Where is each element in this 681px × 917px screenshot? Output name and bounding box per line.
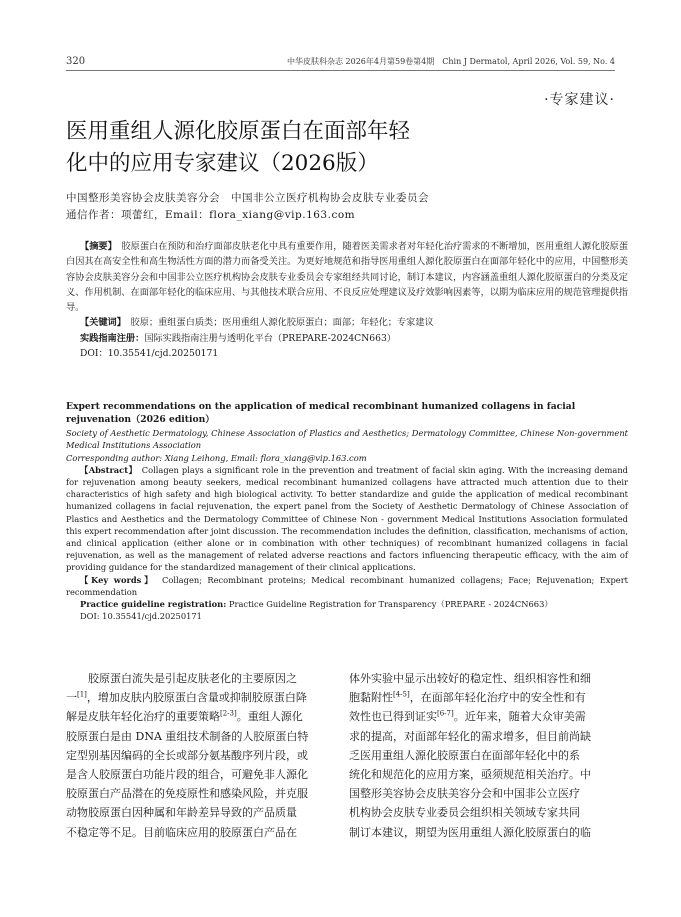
citation-superscript: [2-3] xyxy=(220,709,237,718)
body-text: 。重组人源化 xyxy=(236,710,303,724)
abstract-en-label: 【Abstract】 xyxy=(80,464,134,475)
body-text: 制订本建议，期望为医用重组人源化胶原蛋白的临 xyxy=(349,825,591,839)
body-text: 乏医用重组人源化胶原蛋白在面部年轻化中的系 xyxy=(349,748,580,762)
body-line xyxy=(66,803,316,822)
body-text: 胞黏附性 xyxy=(349,691,393,705)
body-line xyxy=(349,688,599,707)
body-line xyxy=(66,746,316,765)
body-text: 动物胶原蛋白因种属和年龄差异导致的产品质量 xyxy=(66,806,297,820)
citation-superscript: [6-7] xyxy=(437,709,454,718)
chinese-abstract xyxy=(66,239,628,361)
body-text: 是含人胶原蛋白功能片段的组合，可避免非人源化 xyxy=(66,767,308,781)
citation-superscript: [4-5] xyxy=(393,690,410,699)
doi-zh: DOI：10.35541/cjd.20250171 xyxy=(80,348,219,360)
body-line xyxy=(349,823,599,842)
doi-en: DOI: 10.35541/cjd.20250171 xyxy=(80,611,202,622)
body-text: 定型别基因编码的全长或部分氨基酸序列片段，或 xyxy=(66,748,308,762)
title-line-1: 医用重组人源化胶原蛋白在面部年轻 xyxy=(66,119,411,144)
body-line xyxy=(349,784,599,803)
body-text: 国整形美容协会皮肤美容分会和中国非公立医疗 xyxy=(349,787,580,801)
title-line-2: 化中的应用专家建议（2026版） xyxy=(66,151,379,176)
body-text: 解是皮肤年轻化治疗的重要策略 xyxy=(66,710,220,724)
body-text: 求的提高，对面部年轻化的需求增多，但目前尚缺 xyxy=(349,729,591,743)
body-line xyxy=(66,765,316,784)
keywords-en-label: 【Key words】 xyxy=(80,574,151,585)
body-line xyxy=(66,669,316,688)
author-organizations: 中国整形美容协会皮肤美容分会 中国非公立医疗机构协会皮肤专业委员会 xyxy=(66,192,429,204)
english-affiliations: Society of Aesthetic Dermatology, Chinese Association of Plastics and Aesthetics; Dermatology Committee, Chinese Non-government Medical Institutions Association xyxy=(66,428,628,451)
body-text: 胶原蛋白流失是引起皮肤老化的主要原因之 xyxy=(66,672,297,685)
registration-zh xyxy=(66,331,628,346)
keywords-en-text: Collagen; Recombinant proteins; Medical recombinant humanized collagens; Face; Rejuvenation; Expert recommendation xyxy=(66,574,628,597)
english-abstract xyxy=(66,401,628,622)
body-text: 体外实验中显示出较好的稳定性、组织相容性和细 xyxy=(349,672,591,685)
abstract-en-paragraph xyxy=(66,464,628,574)
body-line xyxy=(66,707,316,726)
body-text: 一 xyxy=(66,691,77,705)
body-text: 胶原蛋白产品潜在的免疫原性和感染风险，并克服 xyxy=(66,787,308,801)
keywords-en xyxy=(66,574,628,598)
registration-zh-label: 实践指南注册： xyxy=(80,332,145,344)
registration-zh-text: 国际实践指南注册与透明化平台（PREPARE-2024CN663） xyxy=(144,332,396,344)
body-column-right xyxy=(349,669,599,842)
body-line xyxy=(349,669,599,688)
body-line xyxy=(349,746,599,765)
body-line xyxy=(66,823,316,842)
body-line xyxy=(66,688,316,707)
body-text: 机构协会皮肤专业委员会组织相关领域专家共同 xyxy=(349,806,580,820)
body-text: ，在面部年轻化治疗中的安全性和有 xyxy=(409,691,586,705)
registration-en-label: Practice guideline registration: xyxy=(80,598,227,609)
body-line xyxy=(349,707,599,726)
body-line xyxy=(349,803,599,822)
english-corresponding-author: Corresponding author: Xiang Leihong, Email: flora_xiang@vip.163.com xyxy=(66,452,367,463)
author-block xyxy=(66,190,626,224)
keywords-zh-label: 【关键词】 xyxy=(80,317,122,329)
header-divider xyxy=(66,70,615,71)
keywords-zh-text: 胶原；重组蛋白质类；医用重组人源化胶原蛋白；面部；年轻化；专家建议 xyxy=(130,317,434,329)
abstract-zh-label: 【摘要】 xyxy=(80,241,113,252)
keywords-zh xyxy=(66,315,628,330)
body-text: 胶原蛋白是由 DNA 重组技术制备的人胶原蛋白特 xyxy=(66,729,309,743)
abstract-zh-text: 胶原蛋白在预防和治疗面部皮肤老化中具有重要作用，随着医美需求者对年轻化治疗需求的不断增加，医用重组人源化胶原蛋白因其在高安全性和高生物活性方面的潜力而备受关注。为更好地规范和指导医用重组人源化胶原蛋白在面部年轻化中的应用，中国整形美容协会皮肤美容分会和中国非公立医疗机构协会皮肤专业委员会专家组经共同讨论，制订本建议，内容涵盖重组人源化胶原蛋白的分类及定义、作用机制、在面部年轻化的临床应用、与其他技术联合应用、不良反应处理建议及疗效影响因素等，以期为临床应用的规范管理提供指导。 xyxy=(66,241,629,314)
body-text: 效性也已得到证实 xyxy=(349,710,437,724)
body-text: ，增加皮肤内胶原蛋白含量或抑制胶原蛋白降 xyxy=(86,691,307,705)
section-tag: ·专家建议· xyxy=(544,92,615,108)
body-text: 不稳定等不足。目前临床应用的胶原蛋白产品在 xyxy=(66,825,297,839)
registration-en xyxy=(66,598,628,610)
corresponding-author: 通信作者：项蕾红，Email：flora_xiang@vip.163.com xyxy=(66,209,356,221)
abstract-zh-paragraph xyxy=(66,239,628,315)
page-number: 320 xyxy=(66,56,86,67)
english-title: Expert recommendations on the application of medical recombinant humanized collagens in facial rejuvenation（2026 edition） xyxy=(66,401,576,425)
registration-en-text: Practice Guideline Registration for Transparency（PREPARE - 2024CN663） xyxy=(228,598,553,609)
abstract-en-text: Collagen plays a significant role in the prevention and treatment of facial skin aging. With the increasing demand for rejuvenation among beauty seekers, medical recombinant humanized collagens have attracted much attention due to their characteristics of high safety and high biological activity. To better standardize and guide the application of medical recombinant humanized collagens in facial rejuvenation, the expert panel from the Society of Aesthetic Dermatology of Chinese Association of Plastics and Aesthetics and the Dermatology Committee of Chinese Non - government Medical Institutions Association formulated this expert recommendation after joint discussion. The recommendation includes the definition, classification, mechanisms of action, and clinical application (either alone or in combination with other techniques) of recombinant humanized collagens in facial rejuvenation, as well as the management of related adverse reactions and factors influencing therapeutic efficacy, with the aim of providing guidance for the standardized management of their clinical applications. xyxy=(66,464,628,573)
body-line xyxy=(349,765,599,784)
citation-superscript: [1] xyxy=(77,690,87,699)
body-line xyxy=(349,727,599,746)
body-line xyxy=(66,784,316,803)
body-line xyxy=(66,727,316,746)
body-text: 。近年来，随着大众审美需 xyxy=(453,710,586,724)
body-text: 统化和规范化的应用方案，亟须规范相关治疗。中 xyxy=(349,767,591,781)
body-column-left xyxy=(66,669,316,842)
article-title xyxy=(66,116,486,180)
journal-header: 中华皮肤科杂志 2026年4月第59卷第4期 Chin J Dermatol, April 2026, Vol. 59, No. 4 xyxy=(287,57,615,66)
